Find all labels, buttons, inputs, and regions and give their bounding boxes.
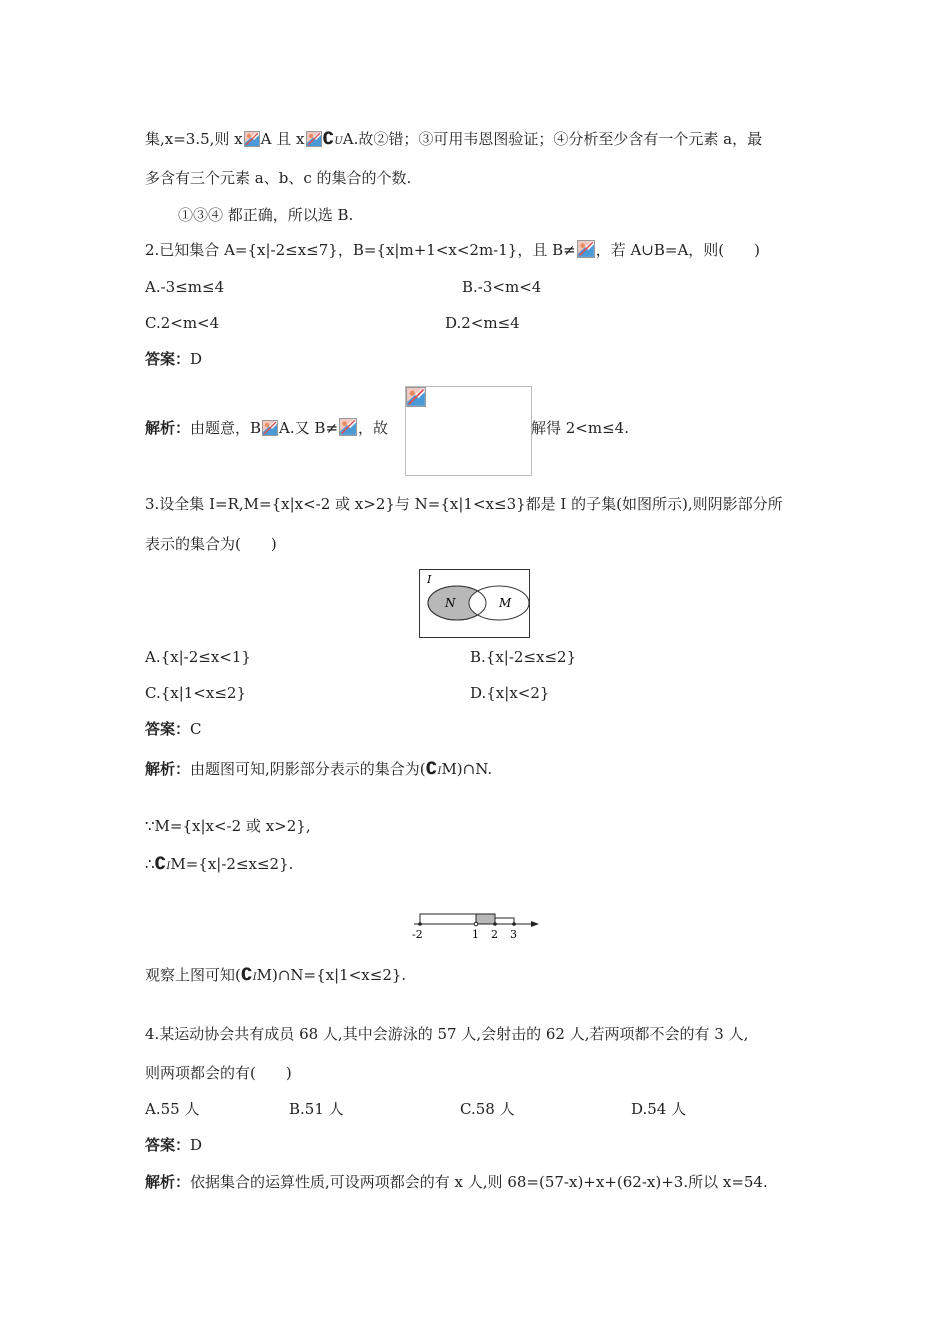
text-fragment: 由题意，B: [190, 419, 262, 437]
option-d: D.2<m≤4: [445, 314, 520, 332]
text-fragment: 由题图可知,阴影部分表示的集合为(: [190, 760, 426, 778]
option-a: A.55 人: [145, 1100, 200, 1118]
question-4-stem: 4.某运动协会共有成员 68 人,其中会游泳的 57 人,会射击的 62 人,若两项都不会的有 3 人,: [145, 1025, 749, 1043]
tick-label: 2: [491, 928, 498, 941]
option-c: C.58 人: [460, 1100, 515, 1118]
answer-line: [145, 349, 202, 369]
analysis-line: [145, 418, 388, 438]
answer-line: [145, 1135, 202, 1155]
text-fragment: ∴: [145, 855, 155, 873]
tick-label: 3: [510, 928, 517, 941]
text-fragment: A.又 B≠: [279, 419, 339, 437]
text-fragment: ，若 A∪B=A，则( ): [595, 241, 761, 259]
because-line: ∵M={x|x<-2 或 x>2},: [145, 817, 311, 835]
broken-image-icon: [306, 131, 322, 147]
text-line: [145, 129, 762, 152]
answer-value: C: [190, 720, 202, 738]
option-c: C.{x|1<x≤2}: [145, 684, 246, 702]
text-line: ①③④ 都正确，所以选 B.: [178, 206, 354, 224]
answer-label: 答案：: [145, 350, 191, 368]
analysis-label: 解析：: [145, 1173, 191, 1191]
broken-image-icon: [244, 131, 260, 147]
venn-label-i: I: [427, 573, 432, 586]
broken-image-icon: [339, 418, 357, 436]
answer-label: 答案：: [145, 1136, 191, 1154]
complement-subscript: I: [166, 861, 171, 872]
text-fragment: A 且 x: [260, 130, 305, 148]
analysis-label: 解析：: [145, 760, 191, 778]
option-b: B.{x|-2≤x≤2}: [470, 648, 577, 666]
analysis-label: 解析：: [145, 419, 191, 437]
option-a: A.{x|-2≤x<1}: [145, 648, 251, 666]
broken-image-icon: [406, 387, 426, 407]
observe-line: [145, 965, 406, 988]
text-fragment: 集,x=3.5,则 x: [145, 130, 243, 148]
tick-label: -2: [412, 928, 423, 941]
answer-value: D: [190, 350, 203, 368]
tick-label: 1: [472, 928, 479, 941]
analysis-text: 依据集合的运算性质,可设两项都会的有 x 人,则 68=(57-x)+x+(62-x)+3.所以 x=54.: [190, 1173, 768, 1191]
analysis-result: 解得 2<m≤4.: [531, 419, 629, 437]
missing-image-frame: [405, 386, 532, 476]
tick-point: [474, 922, 478, 926]
question-3-stem-cont: 表示的集合为( ): [145, 535, 277, 553]
number-line-diagram: [408, 904, 543, 942]
complement-symbol: ∁: [425, 759, 438, 779]
tick-point: [493, 922, 497, 926]
answer-value: D: [190, 1136, 203, 1154]
text-fragment: 2.已知集合 A={x|-2≤x≤7}，B={x|m+1<x<2m-1}，且 B≠: [145, 241, 576, 259]
text-fragment: M)∩N={x|1<x≤2}.: [256, 966, 407, 984]
analysis-line: [145, 759, 492, 782]
complement-symbol: ∁: [322, 129, 335, 149]
venn-label-m: M: [499, 596, 512, 610]
question-2-stem: [145, 240, 760, 260]
axis-arrow-icon: [531, 921, 539, 927]
complement-symbol: ∁: [240, 965, 253, 985]
option-d: D.{x|x<2}: [470, 684, 550, 702]
broken-image-icon: [262, 420, 278, 436]
text-fragment: 观察上图可知(: [145, 966, 241, 984]
question-4-stem-cont: 则两项都会的有( ): [145, 1064, 292, 1082]
complement-subscript: I: [437, 766, 442, 777]
text-fragment: M)∩N.: [441, 760, 493, 778]
tick-point: [512, 922, 516, 926]
question-3-stem: 3.设全集 I=R,M={x|x<-2 或 x>2}与 N={x|1<x≤3}都是 I 的子集(如图所示),则阴影部分所: [145, 495, 783, 513]
analysis-line: [145, 1172, 768, 1192]
text-fragment: ，故: [358, 419, 389, 437]
tick-point: [418, 922, 422, 926]
complement-symbol: ∁: [154, 854, 167, 874]
option-d: D.54 人: [631, 1100, 687, 1118]
option-c: C.2<m<4: [145, 314, 220, 332]
broken-image-icon: [577, 240, 595, 258]
option-b: B.-3<m<4: [462, 278, 542, 296]
answer-line: [145, 719, 202, 739]
text-fragment: M={x|-2≤x≤2}.: [170, 855, 294, 873]
text-line: 多含有三个元素 a、b、c 的集合的个数.: [145, 169, 412, 187]
option-a: A.-3≤m≤4: [145, 278, 225, 296]
venn-diagram: [419, 569, 531, 639]
therefore-line: [145, 854, 293, 877]
text-fragment: A.故②错；③可用韦恩图验证；④分析至少含有一个元素 a，最: [342, 130, 763, 148]
complement-subscript: I: [252, 972, 257, 983]
option-b: B.51 人: [289, 1100, 344, 1118]
complement-subscript: U: [334, 136, 343, 147]
answer-label: 答案：: [145, 720, 191, 738]
venn-label-n: N: [445, 596, 456, 610]
shaded-intersection: [476, 914, 495, 924]
